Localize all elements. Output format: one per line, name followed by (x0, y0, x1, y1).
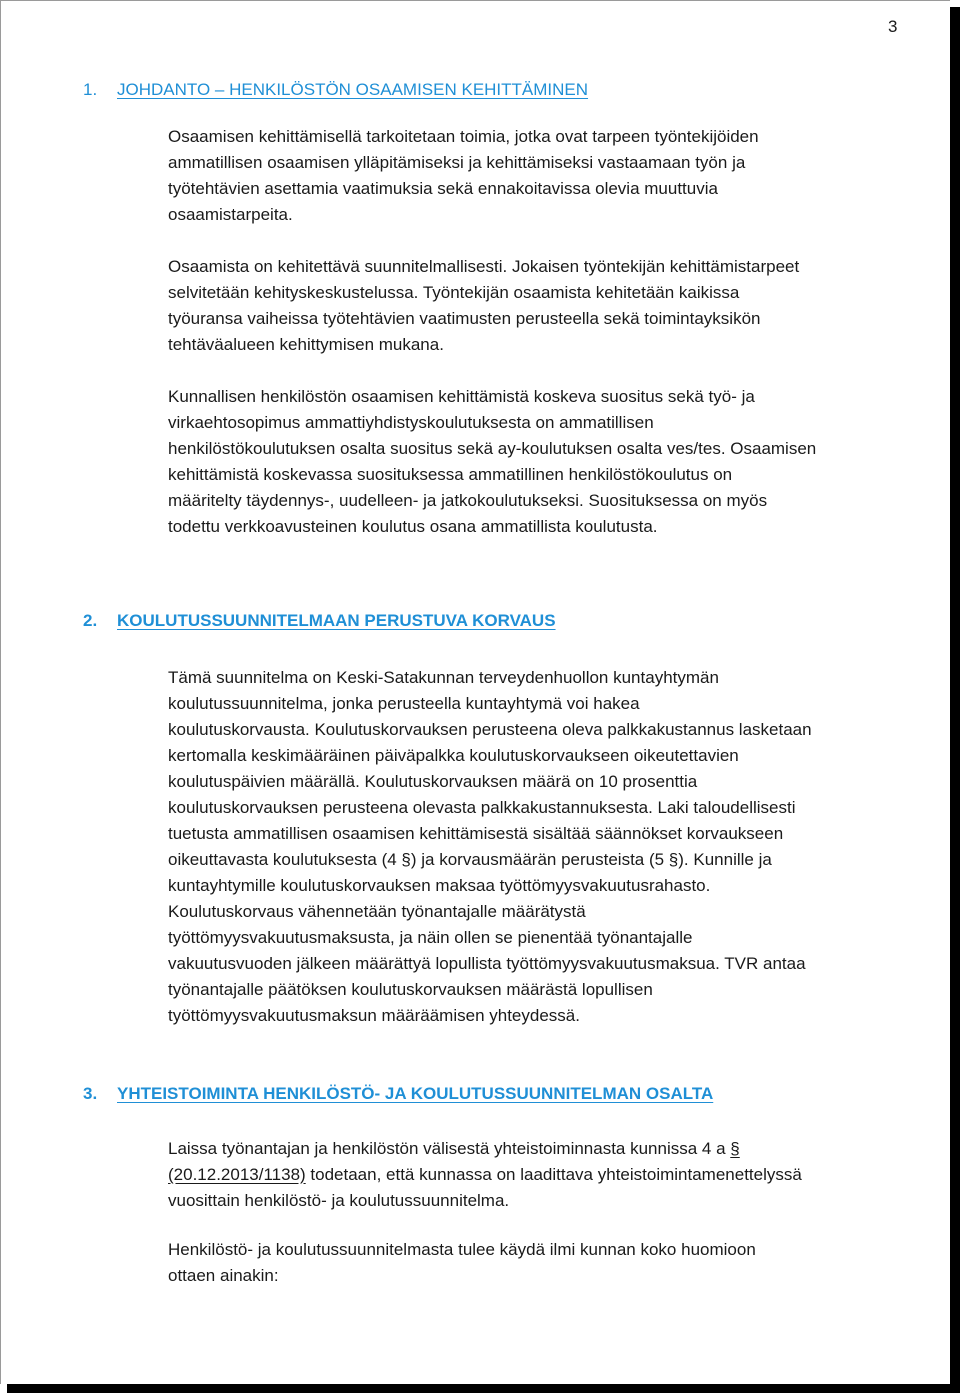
text-line: koulutuskorvausta. Koulutuskorvauksen perusteena oleva palkkakustannus lasketaan (168, 720, 812, 739)
text-line: koulutuspäivien määrällä. Koulutuskorvauksen määrä on 10 prosenttia (168, 772, 698, 791)
text-line: ottaen ainakin: (168, 1266, 279, 1285)
text-line: Osaamista on kehitettävä suunnitelmallisesti. Jokaisen työntekijän kehittämistarpeet (168, 257, 800, 276)
text-line: Koulutuskorvaus vähennetään työnantajalle määrätystä (168, 902, 586, 921)
section-1-paragraph-1 (168, 124, 908, 228)
page-shadow-right (950, 7, 960, 1393)
text-line: Kunnallisen henkilöstön osaamisen kehittämistä koskeva suositus sekä työ- ja (168, 387, 755, 406)
text-line: kuntayhtymille koulutuskorvauksen maksaa työttömyysvakuutusrahasto. (168, 876, 711, 895)
section-1-paragraph-3 (168, 384, 908, 540)
text-line: vuosittain henkilöstö- ja koulutussuunnitelma. (168, 1191, 510, 1210)
text-line (168, 1136, 908, 1162)
text-fragment: todetaan, että kunnassa on laadittava yhteistoimintamenettelyssä (305, 1165, 802, 1184)
text-line: työttömyysvakuutusmaksusta, ja näin ollen se pienentää työnantajalle (168, 928, 693, 947)
text-line: oikeuttavasta koulutuksesta (4 §) ja korvausmäärän perusteista (5 §). Kunnille ja (168, 850, 772, 869)
section-1-paragraph-2 (168, 254, 908, 358)
section-1-title: JOHDANTO – HENKILÖSTÖN OSAAMISEN KEHITTÄMINEN (117, 80, 589, 99)
text-line: kertomalla keskimääräinen päiväpalkka koulutuskorvaukseen oikeutettavien (168, 746, 739, 765)
section-2-title: KOULUTUSSUUNNITELMAAN PERUSTUVA KORVAUS (117, 611, 556, 630)
text-line: osaamistarpeita. (168, 205, 293, 224)
section-3-number: 3. (83, 1084, 98, 1103)
law-section-link[interactable]: § (730, 1139, 740, 1158)
text-fragment: Laissa työnantajan ja henkilöstön välisestä yhteistoiminnasta kunnissa 4 a (168, 1139, 731, 1158)
text-line: työttömyysvakuutusmaksun määräämisen yhteydessä. (168, 1006, 580, 1025)
text-line: henkilöstökoulutuksen osalta suositus sekä ay-koulutuksen osalta ves/tes. Osaamisen (168, 439, 817, 458)
text-line: selvitetään kehityskeskustelussa. Työntekijän osaamista kehitetään kaikissa (168, 283, 740, 302)
text-line: työtehtävien asettamia vaatimuksia sekä ennakoitavissa olevia muuttuvia (168, 179, 718, 198)
law-reference-link[interactable]: (20.12.2013/1138) (168, 1165, 306, 1184)
text-line: Henkilöstö- ja koulutussuunnitelmasta tulee käydä ilmi kunnan koko huomioon (168, 1240, 756, 1259)
section-1-number: 1. (83, 80, 98, 99)
page-shadow-bottom (7, 1384, 960, 1393)
text-line: Osaamisen kehittämisellä tarkoitetaan toimia, jotka ovat tarpeen työntekijöiden (168, 127, 759, 146)
text-line: työnantajalle päätöksen koulutuskorvauksen määrästä lopullisen (168, 980, 653, 999)
text-line: ammatillisen osaamisen ylläpitämiseksi ja kehittämiseksi vastaamaan työn ja (168, 153, 746, 172)
text-line (168, 1162, 908, 1188)
page-number: 3 (888, 17, 898, 36)
text-line: virkaehtosopimus ammattiyhdistyskoulutuksesta on ammatillisen (168, 413, 654, 432)
text-line: tehtäväalueen kehittymisen mukana. (168, 335, 444, 354)
section-2-heading (83, 610, 556, 632)
section-2-paragraph-1 (168, 665, 908, 1029)
section-3-paragraph-1 (168, 1136, 908, 1214)
text-line: koulutussuunnitelma, jonka perusteella kuntayhtymä voi hakea (168, 694, 640, 713)
section-3-heading (83, 1083, 713, 1105)
text-line: kehittämistä koskevassa suosituksessa ammatillinen henkilöstökoulutus on (168, 465, 733, 484)
text-line: vakuutusvuoden jälkeen määrättyä lopullista työttömyysvakuutusmaksua. TVR antaa (168, 954, 806, 973)
section-1-heading (83, 79, 588, 101)
section-2-number: 2. (83, 611, 98, 630)
text-line: koulutuskorvauksen perusteena olevasta palkkakustannuksesta. Laki taloudellisesti (168, 798, 796, 817)
text-line: tuetusta ammatillisen osaamisen kehittämisestä sisältää säännökset korvaukseen (168, 824, 784, 843)
text-line: työuransa vaiheissa työtehtävien vaatimusten perusteella sekä toimintayksikön (168, 309, 761, 328)
text-line: Tämä suunnitelma on Keski-Satakunnan terveydenhuollon kuntayhtymän (168, 668, 719, 687)
section-3-title: YHTEISTOIMINTA HENKILÖSTÖ- JA KOULUTUSSUUNNITELMAN OSALTA (117, 1084, 714, 1103)
text-line: määritelty täydennys-, uudelleen- ja jatkokoulutukseksi. Suosituksessa on myös (168, 491, 768, 510)
text-line: todettu verkkoavusteinen koulutus osana ammatillista koulutusta. (168, 517, 658, 536)
section-3-paragraph-2 (168, 1237, 908, 1289)
